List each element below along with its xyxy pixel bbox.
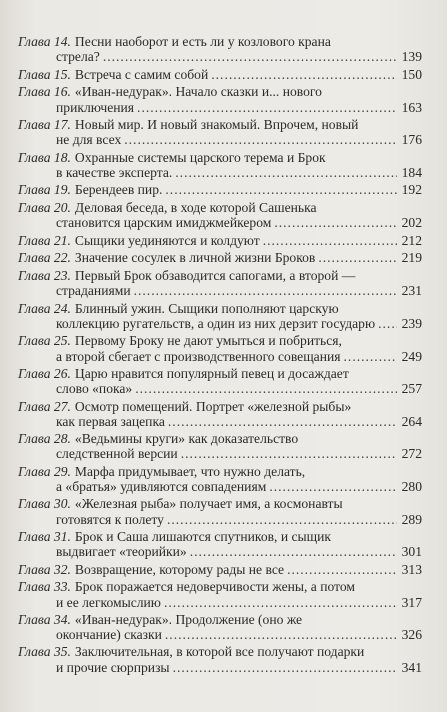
chapter-title: Осмотр помещений. Портрет «железной рыбы» (74, 398, 352, 414)
chapter-title: «Железная рыба» получает имя, а космонавты (74, 496, 343, 512)
dot-leader (175, 165, 397, 180)
dot-leader (164, 595, 397, 610)
toc-entry (18, 333, 422, 363)
page-number: 239 (401, 315, 422, 331)
chapter-title: Деловая беседа, в ходе которой Сашенька (74, 199, 317, 215)
toc-entry (18, 250, 422, 265)
chapter-label: Глава 29. (18, 463, 71, 479)
chapter-label: Глава 25. (18, 333, 71, 349)
chapter-label: Глава 27. (18, 398, 71, 414)
dot-leader (137, 100, 397, 115)
chapter-title: и прочие сюрпризы (56, 659, 170, 675)
dot-leader (165, 182, 397, 197)
chapter-title: коллекцию ругательств, а один из них дерзит государю (56, 315, 376, 331)
chapter-title: готовятся к полету (56, 511, 164, 527)
chapter-title: стрела? (56, 49, 100, 65)
chapter-title: «Ведьмины круги» как доказательство (74, 431, 299, 447)
toc-entry-line (18, 414, 422, 429)
chapter-label: Глава 24. (18, 300, 71, 316)
chapter-title: Первый Брок обзаводится сапогами, а второй — (74, 268, 356, 284)
chapter-label: Глава 15. (18, 66, 71, 82)
dot-leader (287, 562, 397, 577)
toc-entry (18, 612, 422, 642)
chapter-title: Царю нравится популярный певец и досаждает (74, 365, 349, 381)
toc-entry (18, 182, 422, 197)
toc-entry (18, 496, 422, 526)
toc-entry-line (18, 49, 422, 64)
page-number: 192 (401, 182, 422, 198)
toc-entry (18, 529, 422, 559)
page-number: 184 (401, 164, 422, 180)
chapter-title: Песни наоборот и есть ли у козлового крана (74, 34, 331, 49)
toc-entry (18, 268, 422, 298)
dot-leader (173, 660, 397, 675)
toc-entry-line (18, 233, 422, 248)
chapter-label: Глава 34. (18, 611, 71, 627)
chapter-title: Новый мир. И новый знакомый. Впрочем, новый (74, 116, 359, 132)
dot-leader (135, 381, 397, 396)
chapter-title: и ее легкомыслию (56, 594, 161, 610)
chapter-title: Охранные системы царского терема и Брок (74, 149, 326, 165)
chapter-label: Глава 16. (18, 84, 71, 100)
chapter-label: Глава 30. (18, 496, 71, 512)
chapter-title: Возвращение, которому рады не все (74, 561, 285, 577)
dot-leader (211, 67, 397, 82)
toc-entry-line (18, 595, 422, 610)
chapter-title: окончание) сказки (56, 627, 162, 643)
page-number: 212 (401, 232, 422, 248)
dot-leader (124, 132, 397, 147)
chapter-title: приключения (56, 99, 135, 115)
chapter-title: Заключительная, в которой все получают подарки (74, 644, 365, 660)
toc-entry-line (18, 100, 422, 115)
toc-entry-line (18, 464, 422, 479)
chapter-title: «Иван-недурак». Продолжение (оно же (74, 611, 303, 627)
dot-leader (190, 544, 397, 559)
toc-entry-line (18, 150, 422, 165)
dot-leader (167, 512, 397, 527)
chapter-title: Значение сосулек в личной жизни Броков (74, 250, 316, 266)
dot-leader (134, 283, 397, 298)
chapter-title: «Иван-недурак». Начало сказки и... нового (74, 84, 322, 100)
page-number: 150 (401, 66, 422, 82)
toc-entry (18, 301, 422, 331)
dot-leader (263, 233, 397, 248)
page-number: 317 (401, 594, 422, 610)
page-number: 280 (401, 478, 422, 494)
chapter-title: а «братья» удивляются совпадениям (56, 478, 267, 494)
chapter-title: Брок поражается недоверчивости жены, а потом (74, 579, 356, 595)
page-number: 272 (401, 446, 422, 462)
page-number: 231 (401, 283, 422, 299)
chapter-label: Глава 28. (18, 431, 71, 447)
page-number: 341 (401, 659, 422, 675)
toc-entry (18, 464, 422, 494)
toc-entry-line (18, 333, 422, 348)
toc-entry-line (18, 182, 422, 197)
toc-entry-line (18, 399, 422, 414)
dot-leader (344, 349, 397, 364)
dot-leader (165, 627, 397, 642)
chapter-title: не для всех (56, 132, 122, 148)
page-number: 163 (401, 99, 422, 115)
dot-leader (274, 215, 397, 230)
page-number: 301 (401, 544, 422, 560)
chapter-title: выдвигает «теорийки» (56, 544, 187, 560)
chapter-label: Глава 23. (18, 268, 71, 284)
chapter-label: Глава 31. (18, 528, 71, 544)
toc-entry-line (18, 67, 422, 82)
page-number: 176 (401, 132, 422, 148)
chapter-title: Первому Броку не дают умыться и побриться, (74, 333, 342, 349)
toc-entry-line (18, 250, 422, 265)
toc-entry (18, 366, 422, 396)
toc-entry (18, 579, 422, 609)
toc-entry (18, 150, 422, 180)
toc-entry (18, 431, 422, 461)
toc-entry-line (18, 34, 422, 49)
chapter-label: Глава 14. (18, 34, 71, 49)
toc-entry (18, 34, 422, 64)
toc-entry-line (18, 366, 422, 381)
page-number: 257 (401, 381, 422, 397)
toc-entry (18, 562, 422, 577)
chapter-title: Блинный ужин. Сыщики пополняют царскую (74, 300, 339, 316)
page-number: 139 (401, 49, 422, 65)
chapter-title: Марфа придумывает, что нужно делать, (74, 463, 306, 479)
chapter-title: Встреча с самим собой (74, 66, 209, 82)
dot-leader (181, 446, 397, 461)
chapter-label: Глава 35. (18, 644, 71, 660)
chapter-label: Глава 33. (18, 579, 71, 595)
chapter-label: Глава 22. (18, 250, 71, 266)
toc-entry (18, 67, 422, 82)
page-number: 289 (401, 511, 422, 527)
chapter-title: страданиями (56, 283, 131, 299)
toc-entry-line (18, 579, 422, 594)
toc-entry-line (18, 512, 422, 527)
toc-entry-line (18, 612, 422, 627)
toc-entry-line (18, 381, 422, 396)
toc-entry-line (18, 496, 422, 511)
toc-entry-line (18, 627, 422, 642)
chapter-label: Глава 21. (18, 232, 71, 248)
chapter-title: как первая зацепка (56, 413, 165, 429)
chapter-label: Глава 19. (18, 182, 71, 198)
toc-entry-line (18, 200, 422, 215)
toc-entry-line (18, 268, 422, 283)
table-of-contents (18, 34, 422, 677)
toc-entry-line (18, 660, 422, 675)
chapter-title: становится царским имиджмейкером (56, 215, 272, 231)
toc-entry (18, 399, 422, 429)
toc-entry (18, 84, 422, 114)
toc-entry-line (18, 529, 422, 544)
page-number: 313 (401, 561, 422, 577)
chapter-title: Сыщики уединяются и колдуют (74, 232, 260, 248)
toc-entry-line (18, 644, 422, 659)
dot-leader (103, 49, 397, 64)
page-number: 264 (401, 413, 422, 429)
chapter-title: следственной версии (56, 446, 178, 462)
dot-leader (378, 316, 397, 331)
toc-entry-line (18, 117, 422, 132)
chapter-title: в качестве эксперта. (56, 164, 173, 180)
toc-entry-line (18, 301, 422, 316)
toc-entry-line (18, 562, 422, 577)
chapter-label: Глава 18. (18, 149, 71, 165)
toc-entry (18, 200, 422, 230)
toc-entry-line (18, 446, 422, 461)
toc-entry-line (18, 431, 422, 446)
toc-entry-line (18, 349, 422, 364)
page-number: 202 (401, 215, 422, 231)
toc-entry-line (18, 84, 422, 99)
dot-leader (168, 414, 397, 429)
chapter-title: слово «пока» (56, 381, 133, 397)
toc-entry-line (18, 283, 422, 298)
toc-entry-line (18, 215, 422, 230)
chapter-title: а второй сбегает с производственного совещания (56, 348, 341, 364)
chapter-label: Глава 32. (18, 561, 71, 577)
dot-leader (318, 250, 397, 265)
toc-entry-line (18, 316, 422, 331)
dot-leader (269, 479, 397, 494)
toc-entry-line (18, 479, 422, 494)
toc-entry (18, 233, 422, 248)
chapter-title: Брок и Саша лишаются спутников, и сыщик (74, 528, 332, 544)
chapter-title: Берендеев пир. (74, 182, 163, 198)
chapter-label: Глава 17. (18, 116, 71, 132)
chapter-label: Глава 20. (18, 199, 71, 215)
page-number: 326 (401, 627, 422, 643)
toc-entry-line (18, 544, 422, 559)
toc-entry (18, 644, 422, 674)
toc-entry-line (18, 132, 422, 147)
toc-entry-line (18, 165, 422, 180)
page-number: 219 (401, 250, 422, 266)
page-number: 249 (401, 348, 422, 364)
toc-entry (18, 117, 422, 147)
chapter-label: Глава 26. (18, 365, 71, 381)
